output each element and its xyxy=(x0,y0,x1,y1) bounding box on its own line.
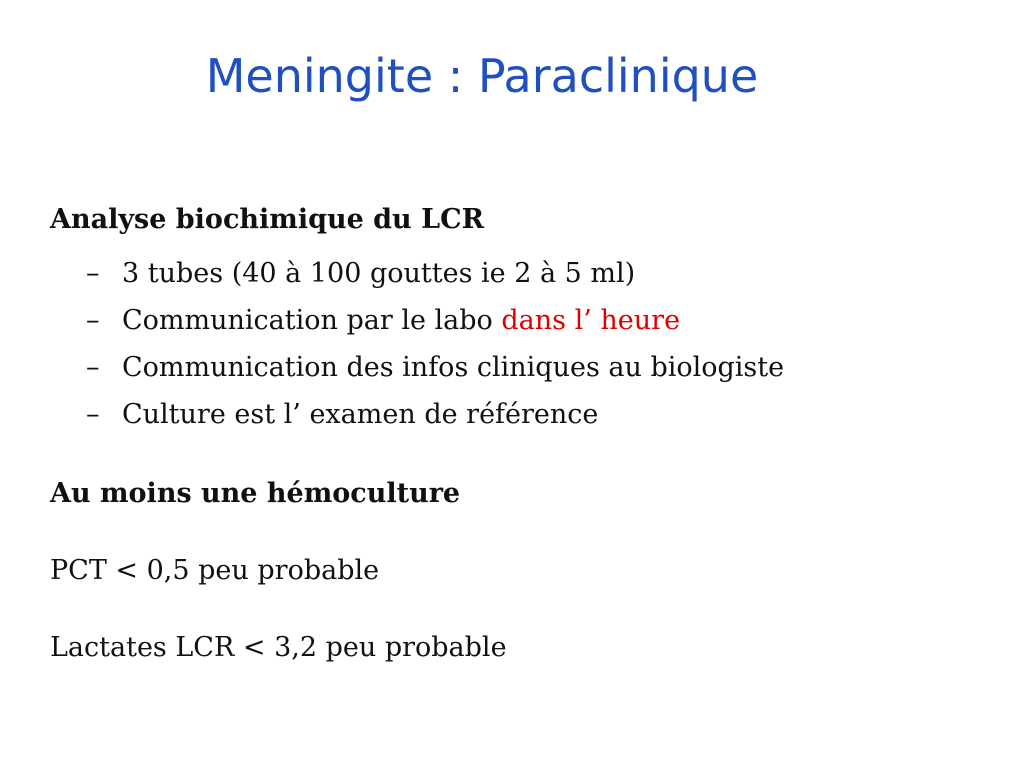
section-heading-lcr: Analyse biochimique du LCR xyxy=(50,204,485,235)
bullet-text: Communication des infos cliniques au biologiste xyxy=(122,351,785,383)
bullet-text-main: Communication par le labo xyxy=(122,304,502,336)
bullet-text: Culture est l’ examen de référence xyxy=(122,398,599,430)
bullet-item-culture xyxy=(86,391,784,438)
bullet-item-infos xyxy=(86,344,784,391)
bullet-text: 3 tubes (40 à 100 gouttes ie 2 à 5 ml) xyxy=(122,257,636,289)
bullet-dash: – xyxy=(86,351,100,383)
bullet-text xyxy=(122,303,680,339)
bullet-dash: – xyxy=(86,257,100,289)
lactates-line: Lactates LCR < 3,2 peu probable xyxy=(50,632,507,663)
highlight-text: dans l’ heure xyxy=(501,304,681,336)
slide-title: Meningite : Paraclinique xyxy=(205,49,759,103)
bullet-dash: – xyxy=(86,304,100,336)
section-heading-hemoculture: Au moins une hémoculture xyxy=(50,478,461,509)
pct-line: PCT < 0,5 peu probable xyxy=(50,555,380,586)
bullet-item-labo xyxy=(86,297,784,344)
bullet-item-tubes xyxy=(86,250,784,297)
lcr-bullet-list xyxy=(86,250,784,438)
bullet-dash: – xyxy=(86,398,100,430)
